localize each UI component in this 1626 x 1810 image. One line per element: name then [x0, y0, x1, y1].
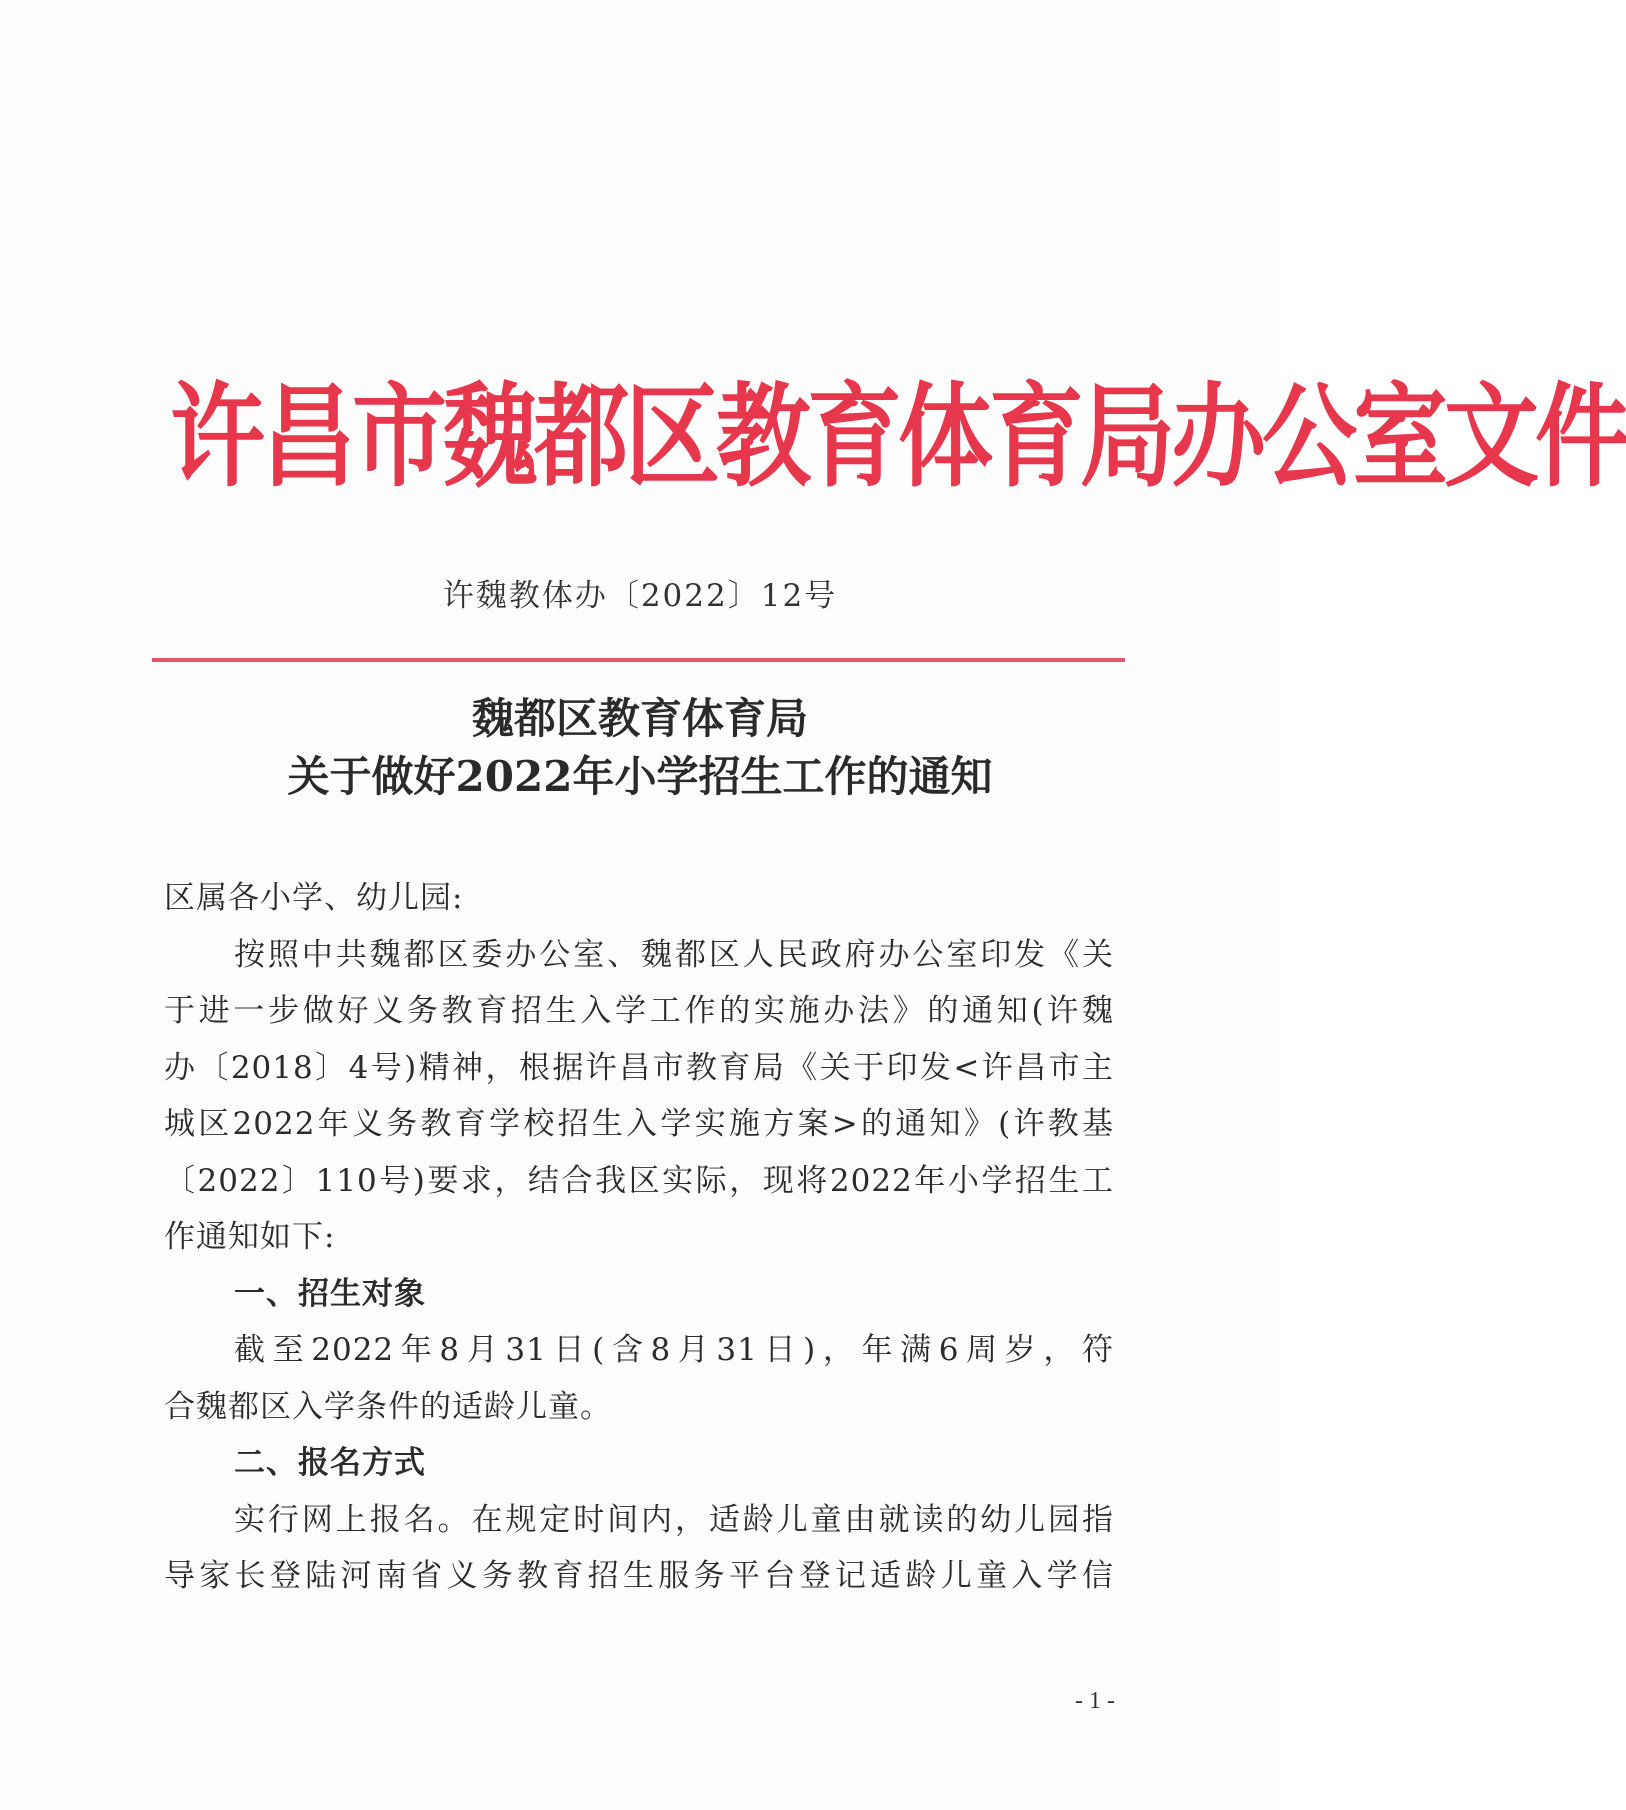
section2-line-2: 导家长登陆河南省义务教育招生服务平台登记适龄儿童入学信: [164, 1558, 1114, 1594]
intro-line-1: 按照中共魏都区委办公室、魏都区人民政府办公室印发《关: [234, 936, 1114, 973]
notice-title: [0, 690, 1280, 806]
section2-line-1: 实行网上报名。在规定时间内，适龄儿童由就读的幼儿园指: [234, 1501, 1114, 1538]
document-number: 许魏教体办〔2022〕12号: [442, 578, 838, 614]
intro-line-5: 〔2022〕110号)要求，结合我区实际，现将2022年小学招生工: [164, 1162, 1114, 1199]
notice-title-line-1: 魏都区教育体育局: [471, 694, 808, 743]
section-heading-1: 一、招生对象: [234, 1275, 426, 1312]
red-divider-line: [152, 658, 1125, 662]
notice-title-line-2: 关于做好2022年小学招生工作的通知: [287, 752, 993, 801]
intro-line-2: 于进一步做好义务教育招生入学工作的实施办法》的通知(许魏: [164, 993, 1114, 1029]
section1-line-1: 截至2022年8月31日(含8月31日)，年满6周岁，符: [234, 1332, 1114, 1368]
intro-line-6: 作通知如下:: [164, 1219, 336, 1255]
salutation: 区属各小学、幼儿园:: [164, 880, 464, 916]
page-number: - 1 -: [1075, 1688, 1115, 1714]
document-red-header: 许昌市魏都区教育体育局办公室文件: [170, 372, 1626, 503]
intro-line-4: 城区2022年义务教育学校招生入学实施方案>的通知》(许教基: [164, 1106, 1114, 1142]
section1-line-2: 合魏都区入学条件的适龄儿童。: [164, 1388, 612, 1425]
intro-line-3: 办〔2018〕4号)精神，根据许昌市教育局《关于印发<许昌市主: [164, 1049, 1114, 1086]
document-body: [164, 870, 1114, 1605]
section-heading-2: 二、报名方式: [234, 1445, 426, 1481]
